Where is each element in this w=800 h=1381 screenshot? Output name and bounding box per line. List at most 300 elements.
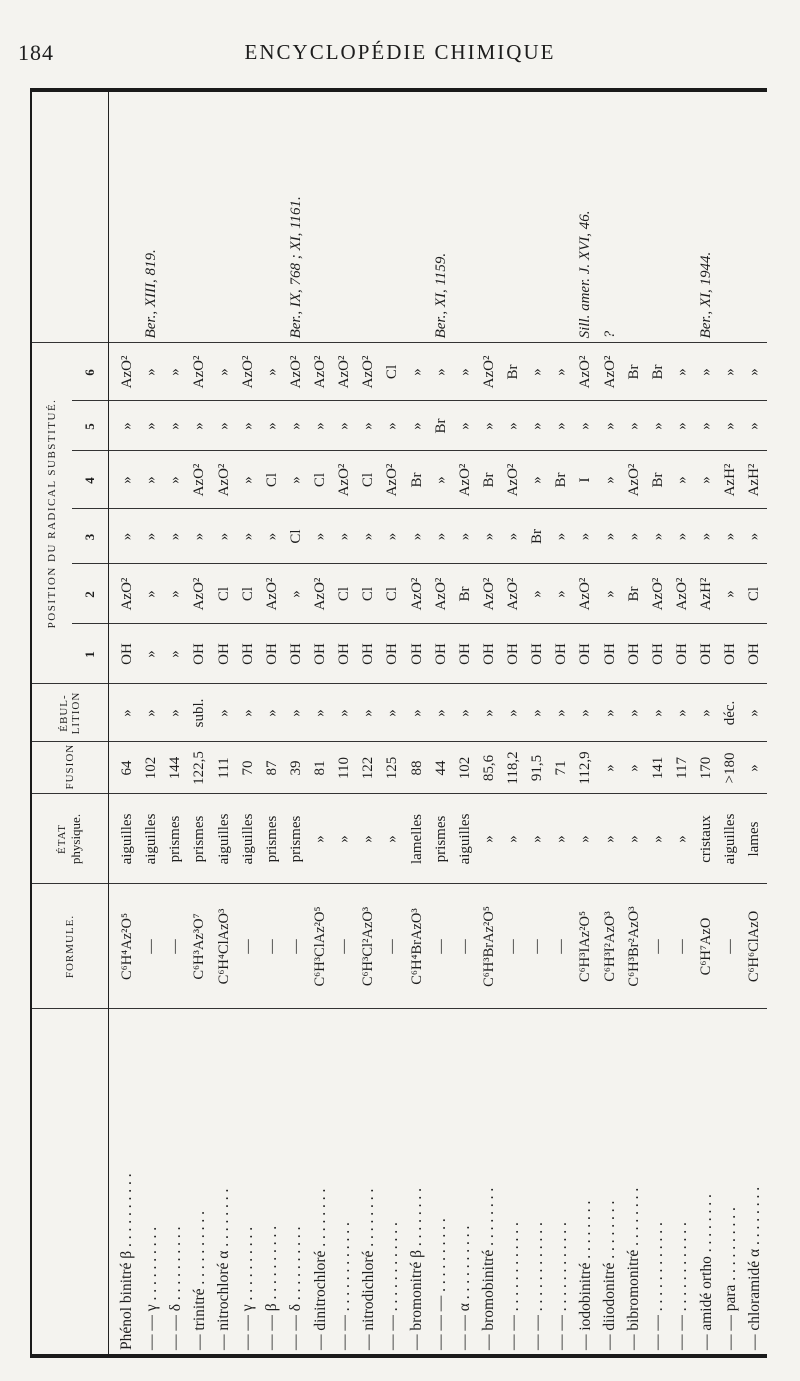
- cell-position-5: »: [670, 401, 694, 451]
- cell-formula: —: [381, 884, 405, 1009]
- cell-ebullition: »: [598, 684, 622, 742]
- cell-position-2: Br: [453, 564, 477, 624]
- cell-position-2: »: [284, 564, 308, 624]
- cell-position-2: »: [164, 564, 188, 624]
- cell-position-4: AzO²: [453, 451, 477, 509]
- cell-position-3: »: [550, 509, 574, 564]
- pos-3-header: 3: [72, 509, 108, 564]
- cell-position-2: »: [719, 564, 743, 624]
- col-fusion-header: FUSION: [32, 742, 108, 794]
- cell-reference: Ber., XI, 1944.: [694, 92, 718, 343]
- cell-position-4: AzO²: [333, 451, 357, 509]
- table-row: [526, 92, 550, 1354]
- cell-reference: [108, 92, 140, 343]
- cell-position-5: Br: [429, 401, 453, 451]
- cell-position-4: »: [108, 451, 140, 509]
- cell-ebullition: »: [284, 684, 308, 742]
- cell-position-6: »: [212, 343, 236, 401]
- cell-ebullition: »: [236, 684, 260, 742]
- cell-formula: —: [236, 884, 260, 1009]
- cell-etat: aiguilles: [108, 794, 140, 884]
- cell-position-1: OH: [574, 624, 598, 684]
- col-etat-header: [32, 794, 108, 884]
- cell-fusion: »: [598, 742, 622, 794]
- col-ebullition-sublabel: LITION: [69, 691, 82, 735]
- cell-position-4: »: [236, 451, 260, 509]
- cell-position-2: Cl: [236, 564, 260, 624]
- cell-position-5: »: [140, 401, 164, 451]
- cell-position-2: Cl: [357, 564, 381, 624]
- cell-name: — dinitrochloré . . . . . . . .: [311, 1188, 329, 1350]
- cell-reference: [453, 92, 477, 343]
- cell-position-5: »: [333, 401, 357, 451]
- cell-position-5: »: [212, 401, 236, 451]
- cell-formula: C⁶H⁴Az²O⁵: [108, 884, 140, 1009]
- cell-ebullition: »: [357, 684, 381, 742]
- cell-fusion: 102: [453, 742, 477, 794]
- cell-etat: »: [598, 794, 622, 884]
- cell-position-3: »: [108, 509, 140, 564]
- cell-position-1: OH: [212, 624, 236, 684]
- cell-position-6: »: [743, 343, 767, 401]
- cell-position-4: Br: [646, 451, 670, 509]
- cell-fusion: 111: [212, 742, 236, 794]
- cell-fusion: 141: [646, 742, 670, 794]
- col-etat-sublabel: physique.: [67, 813, 83, 865]
- cell-name: — — δ . . . . . . . . . .: [166, 1226, 184, 1350]
- cell-position-3: »: [381, 509, 405, 564]
- cell-ebullition: subl.: [188, 684, 212, 742]
- cell-position-1: OH: [260, 624, 284, 684]
- cell-position-4: »: [670, 451, 694, 509]
- cell-formula: C⁶H⁶ClAzO: [743, 884, 767, 1009]
- cell-position-1: OH: [405, 624, 429, 684]
- cell-position-6: »: [550, 343, 574, 401]
- cell-position-5: »: [236, 401, 260, 451]
- cell-position-3: »: [140, 509, 164, 564]
- cell-fusion: 122,5: [188, 742, 212, 794]
- table-row: [212, 92, 236, 1354]
- cell-position-2: AzO²: [646, 564, 670, 624]
- cell-reference: Sill. amer. J. XVI, 46.: [574, 92, 598, 343]
- cell-position-5: »: [598, 401, 622, 451]
- cell-etat: »: [501, 794, 525, 884]
- cell-fusion: 112,9: [574, 742, 598, 794]
- cell-name: — diiodonitré . . . . . . . .: [601, 1200, 619, 1350]
- cell-reference: [550, 92, 574, 343]
- col-reference-header: [32, 92, 108, 343]
- cell-ebullition: »: [574, 684, 598, 742]
- cell-position-1: OH: [622, 624, 646, 684]
- cell-position-6: »: [670, 343, 694, 401]
- cell-position-5: »: [405, 401, 429, 451]
- cell-position-5: »: [164, 401, 188, 451]
- cell-position-2: Cl: [212, 564, 236, 624]
- page-number: 184: [18, 40, 54, 65]
- cell-etat: »: [477, 794, 501, 884]
- table-row: [598, 92, 622, 1354]
- cell-position-6: AzO²: [108, 343, 140, 401]
- cell-position-2: AzO²: [260, 564, 284, 624]
- cell-formula: C⁶H⁷AzO: [694, 884, 718, 1009]
- cell-position-4: AzO²: [501, 451, 525, 509]
- cell-etat: aiguilles: [236, 794, 260, 884]
- cell-name: — bromobinitré . . . . . . . .: [480, 1187, 498, 1350]
- cell-etat: »: [550, 794, 574, 884]
- cell-position-3: »: [501, 509, 525, 564]
- cell-position-2: AzO²: [574, 564, 598, 624]
- table-body: [108, 92, 767, 1354]
- cell-position-6: Br: [646, 343, 670, 401]
- cell-position-4: Cl: [308, 451, 332, 509]
- table-row: [333, 92, 357, 1354]
- cell-ebullition: »: [260, 684, 284, 742]
- cell-formula: —: [550, 884, 574, 1009]
- cell-formula: C⁶H³I²AzO³: [598, 884, 622, 1009]
- table-row: [140, 92, 164, 1354]
- cell-fusion: 144: [164, 742, 188, 794]
- cell-position-5: »: [719, 401, 743, 451]
- cell-position-2: »: [598, 564, 622, 624]
- cell-ebullition: »: [501, 684, 525, 742]
- cell-etat: aiguilles: [719, 794, 743, 884]
- cell-name: — — . . . . . . . . . . . .: [528, 1222, 546, 1350]
- col-name-header: [32, 1009, 108, 1354]
- cell-position-4: »: [694, 451, 718, 509]
- cell-reference: [381, 92, 405, 343]
- cell-position-6: AzO²: [284, 343, 308, 401]
- cell-position-6: »: [526, 343, 550, 401]
- cell-position-2: AzH²: [694, 564, 718, 624]
- cell-position-4: Br: [405, 451, 429, 509]
- cell-ebullition: »: [670, 684, 694, 742]
- cell-name: — — α . . . . . . . . . .: [456, 1225, 474, 1350]
- cell-formula: —: [501, 884, 525, 1009]
- cell-formula: —: [260, 884, 284, 1009]
- cell-position-3: »: [453, 509, 477, 564]
- cell-ebullition: déc.: [719, 684, 743, 742]
- table-row: [477, 92, 501, 1354]
- cell-position-5: »: [188, 401, 212, 451]
- cell-fusion: 110: [333, 742, 357, 794]
- cell-position-4: »: [598, 451, 622, 509]
- col-etat-label: ÉTAT: [55, 824, 68, 855]
- cell-position-3: »: [236, 509, 260, 564]
- cell-position-1: OH: [646, 624, 670, 684]
- cell-position-6: AzO²: [188, 343, 212, 401]
- cell-fusion: 122: [357, 742, 381, 794]
- cell-ebullition: »: [453, 684, 477, 742]
- cell-position-2: »: [140, 564, 164, 624]
- cell-ebullition: »: [743, 684, 767, 742]
- cell-ebullition: »: [164, 684, 188, 742]
- cell-position-1: OH: [670, 624, 694, 684]
- cell-position-1: OH: [743, 624, 767, 684]
- table-row: [719, 92, 743, 1354]
- cell-name: — — β . . . . . . . . . .: [263, 1225, 281, 1350]
- cell-position-4: AzH²: [719, 451, 743, 509]
- cell-position-1: OH: [333, 624, 357, 684]
- cell-name: — nitrodichloré . . . . . . . .: [359, 1188, 377, 1350]
- cell-position-5: »: [743, 401, 767, 451]
- cell-position-5: »: [526, 401, 550, 451]
- cell-position-3: »: [212, 509, 236, 564]
- cell-reference: [405, 92, 429, 343]
- cell-ebullition: »: [381, 684, 405, 742]
- cell-position-3: »: [743, 509, 767, 564]
- cell-name: — bromonitré β . . . . . . . .: [408, 1187, 426, 1350]
- cell-position-4: Br: [550, 451, 574, 509]
- cell-name: — — para . . . . . . . . . .: [721, 1207, 739, 1350]
- cell-position-3: »: [429, 509, 453, 564]
- cell-position-1: OH: [308, 624, 332, 684]
- cell-name: — — — . . . . . . . . . .: [432, 1218, 450, 1350]
- cell-position-2: AzO²: [477, 564, 501, 624]
- cell-position-3: »: [670, 509, 694, 564]
- cell-fusion: 85,6: [477, 742, 501, 794]
- cell-position-2: AzO²: [188, 564, 212, 624]
- cell-position-5: »: [260, 401, 284, 451]
- cell-formula: —: [453, 884, 477, 1009]
- cell-etat: prismes: [164, 794, 188, 884]
- cell-reference: Ber., XI, 1159.: [429, 92, 453, 343]
- cell-position-4: »: [284, 451, 308, 509]
- pos-1-header: 1: [72, 624, 108, 684]
- col-ebullition-label: ÉBUL-: [57, 694, 70, 732]
- cell-position-6: Cl: [381, 343, 405, 401]
- cell-reference: [670, 92, 694, 343]
- cell-position-1: OH: [694, 624, 718, 684]
- cell-name: — — . . . . . . . . . . . .: [552, 1222, 570, 1350]
- cell-etat: »: [357, 794, 381, 884]
- cell-position-1: OH: [526, 624, 550, 684]
- cell-fusion: 91,5: [526, 742, 550, 794]
- cell-reference: [719, 92, 743, 343]
- cell-name: — — . . . . . . . . . . . .: [504, 1222, 522, 1350]
- cell-position-6: »: [453, 343, 477, 401]
- cell-formula: —: [670, 884, 694, 1009]
- cell-ebullition: »: [333, 684, 357, 742]
- cell-fusion: >180: [719, 742, 743, 794]
- cell-position-1: OH: [236, 624, 260, 684]
- cell-position-3: »: [622, 509, 646, 564]
- cell-formula: —: [284, 884, 308, 1009]
- cell-formula: C⁶H³BrAz²O⁵: [477, 884, 501, 1009]
- cell-position-3: »: [646, 509, 670, 564]
- cell-ebullition: »: [108, 684, 140, 742]
- cell-position-2: AzO²: [429, 564, 453, 624]
- cell-position-5: »: [622, 401, 646, 451]
- cell-name: — trinitré . . . . . . . . . .: [190, 1210, 208, 1350]
- cell-ebullition: »: [212, 684, 236, 742]
- cell-ebullition: »: [622, 684, 646, 742]
- table-frame: [30, 88, 767, 1358]
- cell-position-6: »: [260, 343, 284, 401]
- cell-etat: prismes: [260, 794, 284, 884]
- cell-position-1: OH: [357, 624, 381, 684]
- cell-fusion: 70: [236, 742, 260, 794]
- table-row: [694, 92, 718, 1354]
- cell-ebullition: »: [140, 684, 164, 742]
- cell-position-5: »: [308, 401, 332, 451]
- cell-position-3: »: [164, 509, 188, 564]
- cell-fusion: »: [622, 742, 646, 794]
- running-title: ENCYCLOPÉDIE CHIMIQUE: [244, 40, 556, 64]
- cell-etat: »: [526, 794, 550, 884]
- cell-name: — bibromonitré . . . . . . . .: [625, 1187, 643, 1350]
- cell-reference: [260, 92, 284, 343]
- cell-position-1: OH: [477, 624, 501, 684]
- cell-position-3: »: [405, 509, 429, 564]
- cell-position-2: Cl: [743, 564, 767, 624]
- cell-formula: C⁶H⁴ClAzO³: [212, 884, 236, 1009]
- cell-position-6: »: [140, 343, 164, 401]
- cell-name: — — δ . . . . . . . . . .: [287, 1226, 305, 1350]
- cell-etat: aiguilles: [140, 794, 164, 884]
- cell-position-2: AzO²: [108, 564, 140, 624]
- cell-ebullition: »: [646, 684, 670, 742]
- cell-position-5: »: [284, 401, 308, 451]
- cell-position-1: OH: [108, 624, 140, 684]
- cell-position-2: AzO²: [405, 564, 429, 624]
- cell-reference: Ber., XIII, 819.: [140, 92, 164, 343]
- cell-position-1: OH: [598, 624, 622, 684]
- table-row: [357, 92, 381, 1354]
- cell-etat: »: [308, 794, 332, 884]
- cell-fusion: »: [743, 742, 767, 794]
- cell-position-2: Cl: [381, 564, 405, 624]
- cell-position-6: »: [719, 343, 743, 401]
- cell-name: — amidé ortho . . . . . . . .: [697, 1194, 715, 1350]
- cell-position-3: »: [574, 509, 598, 564]
- cell-formula: —: [719, 884, 743, 1009]
- cell-position-4: Br: [477, 451, 501, 509]
- cell-position-6: »: [164, 343, 188, 401]
- pos-5-header: 5: [72, 401, 108, 451]
- table-row: [284, 92, 308, 1354]
- cell-position-4: AzO²: [381, 451, 405, 509]
- table-row: [260, 92, 284, 1354]
- table-row: [743, 92, 767, 1354]
- cell-position-3: »: [260, 509, 284, 564]
- cell-position-5: »: [574, 401, 598, 451]
- cell-formula: C⁶H³Cl²AzO³: [357, 884, 381, 1009]
- cell-position-2: »: [526, 564, 550, 624]
- cell-reference: [333, 92, 357, 343]
- cell-position-3: »: [477, 509, 501, 564]
- table-row: [108, 92, 140, 1354]
- table-row: [550, 92, 574, 1354]
- cell-formula: —: [646, 884, 670, 1009]
- cell-position-2: AzO²: [501, 564, 525, 624]
- cell-position-4: I: [574, 451, 598, 509]
- cell-position-1: OH: [453, 624, 477, 684]
- cell-ebullition: »: [429, 684, 453, 742]
- cell-position-2: AzO²: [670, 564, 694, 624]
- cell-position-1: OH: [381, 624, 405, 684]
- cell-position-5: »: [501, 401, 525, 451]
- cell-position-6: »: [429, 343, 453, 401]
- table-row: [574, 92, 598, 1354]
- col-position-header: POSITION DU RADICAL SUBSTITUÉ.: [32, 343, 72, 684]
- cell-etat: »: [381, 794, 405, 884]
- cell-reference: [477, 92, 501, 343]
- cell-position-2: AzO²: [308, 564, 332, 624]
- cell-position-5: »: [646, 401, 670, 451]
- cell-name: — nitrochloré α . . . . . . . .: [215, 1188, 233, 1350]
- table-row: [381, 92, 405, 1354]
- cell-position-1: OH: [501, 624, 525, 684]
- cell-position-4: AzO²: [212, 451, 236, 509]
- cell-reference: [743, 92, 767, 343]
- cell-formula: —: [333, 884, 357, 1009]
- cell-position-5: »: [357, 401, 381, 451]
- table-row: [164, 92, 188, 1354]
- cell-etat: prismes: [188, 794, 212, 884]
- cell-position-3: »: [333, 509, 357, 564]
- cell-etat: lames: [743, 794, 767, 884]
- cell-position-4: »: [526, 451, 550, 509]
- cell-position-1: »: [140, 624, 164, 684]
- cell-position-6: AzO²: [598, 343, 622, 401]
- cell-ebullition: »: [477, 684, 501, 742]
- cell-position-4: Cl: [260, 451, 284, 509]
- cell-position-2: »: [550, 564, 574, 624]
- cell-position-4: AzH²: [743, 451, 767, 509]
- cell-position-6: »: [405, 343, 429, 401]
- cell-position-3: »: [694, 509, 718, 564]
- cell-position-3: »: [598, 509, 622, 564]
- table-row: [429, 92, 453, 1354]
- cell-reference: [526, 92, 550, 343]
- cell-fusion: 87: [260, 742, 284, 794]
- cell-position-4: AzO²: [622, 451, 646, 509]
- cell-etat: »: [670, 794, 694, 884]
- cell-reference: [622, 92, 646, 343]
- cell-position-6: »: [694, 343, 718, 401]
- cell-name: — — γ . . . . . . . . . .: [239, 1226, 257, 1350]
- table-row: [308, 92, 332, 1354]
- pos-4-header: 4: [72, 451, 108, 509]
- cell-position-5: »: [108, 401, 140, 451]
- cell-position-1: »: [164, 624, 188, 684]
- cell-position-6: AzO²: [574, 343, 598, 401]
- cell-formula: —: [429, 884, 453, 1009]
- cell-fusion: 170: [694, 742, 718, 794]
- cell-fusion: 118,2: [501, 742, 525, 794]
- table-row: [646, 92, 670, 1354]
- cell-position-3: »: [357, 509, 381, 564]
- cell-ebullition: »: [550, 684, 574, 742]
- cell-formula: C⁶H³Az³O⁷: [188, 884, 212, 1009]
- rotated-table-container: [32, 92, 767, 1354]
- cell-formula: —: [526, 884, 550, 1009]
- cell-name: Phénol binitré β . . . . . . . . . .: [118, 1173, 136, 1350]
- cell-fusion: 102: [140, 742, 164, 794]
- cell-fusion: 88: [405, 742, 429, 794]
- cell-name: — — γ . . . . . . . . . .: [142, 1226, 160, 1350]
- table-row: [670, 92, 694, 1354]
- cell-etat: prismes: [284, 794, 308, 884]
- cell-position-1: OH: [284, 624, 308, 684]
- table-row: [405, 92, 429, 1354]
- cell-etat: »: [646, 794, 670, 884]
- cell-position-4: AzO²: [188, 451, 212, 509]
- cell-formula: C⁶H³Br²AzO³: [622, 884, 646, 1009]
- cell-reference: [357, 92, 381, 343]
- table-row: [188, 92, 212, 1354]
- cell-position-4: Cl: [357, 451, 381, 509]
